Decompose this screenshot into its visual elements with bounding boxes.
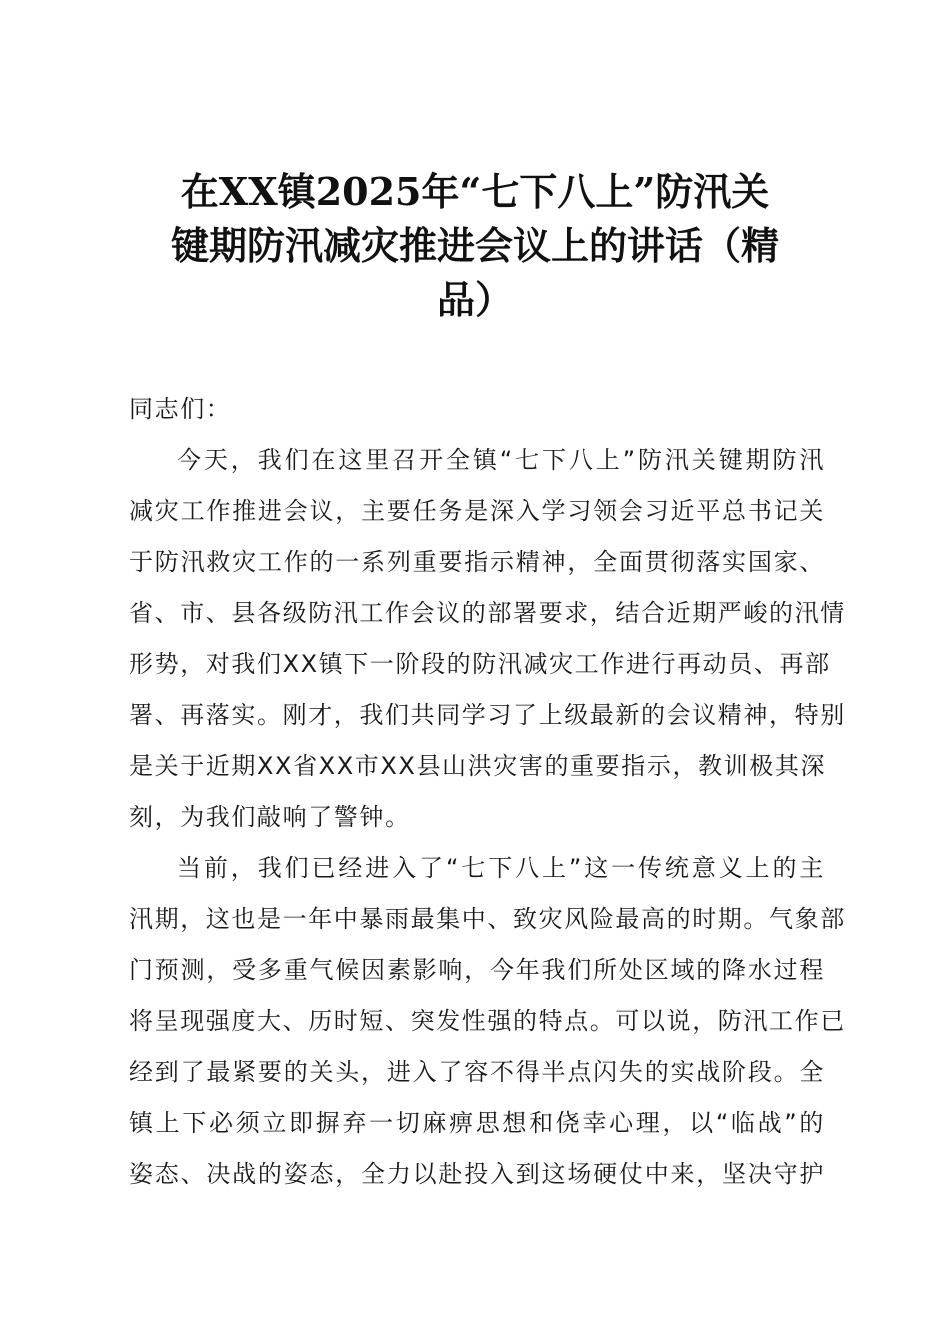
salutation: 同志们： xyxy=(129,395,232,423)
text-line: 今天，我们在这里召开全镇“七下八上”防汛关键期防汛 xyxy=(177,446,825,474)
text-line: 减灾工作推进会议，主要任务是深入学习领会习近平总书记关 xyxy=(129,497,825,525)
text-line: 姿态、决战的姿态，全力以赴投入到这场硬仗中来，坚决守护 xyxy=(129,1160,825,1188)
text-line: 刻，为我们敲响了警钟。 xyxy=(129,803,411,831)
text-line: 形势，对我们XX镇下一阶段的防汛减灾工作进行再动员、再部 xyxy=(129,650,831,678)
paragraph-2 xyxy=(129,843,846,1200)
text-line: 门预测，受多重气候因素影响，今年我们所处区域的降水过程 xyxy=(129,956,825,984)
text-line: 于防汛救灾工作的一系列重要指示精神，全面贯彻落实国家、 xyxy=(129,548,825,576)
document-title xyxy=(128,165,822,327)
text-line: 是关于近期XX省XX市XX县山洪灾害的重要指示，教训极其深 xyxy=(129,752,827,780)
title-line: 键期防汛减灾推进会议上的讲话（精 xyxy=(170,223,779,268)
text-line: 将呈现强度大、历时短、突发性强的特点。可以说，防汛工作已 xyxy=(129,1007,846,1035)
document-body xyxy=(129,384,846,1200)
text-line: 署、再落实。刚才，我们共同学习了上级最新的会议精神，特别 xyxy=(129,701,846,729)
text-line: 经到了最紧要的关头，进入了容不得半点闪失的实战阶段。全 xyxy=(129,1058,825,1086)
paragraph-1 xyxy=(129,435,846,843)
text-line: 当前，我们已经进入了“七下八上”这一传统意义上的主 xyxy=(177,854,825,882)
title-line: 品） xyxy=(436,277,513,322)
text-line: 省、市、县各级防汛工作会议的部署要求，结合近期严峻的汛情 xyxy=(129,599,846,627)
text-line: 汛期，这也是一年中暴雨最集中、致灾风险最高的时期。气象部 xyxy=(129,905,846,933)
text-line: 镇上下必须立即摒弃一切麻痹思想和侥幸心理，以“临战”的 xyxy=(129,1109,825,1137)
title-line: 在XX镇2025年“七下八上”防汛关 xyxy=(180,169,770,214)
